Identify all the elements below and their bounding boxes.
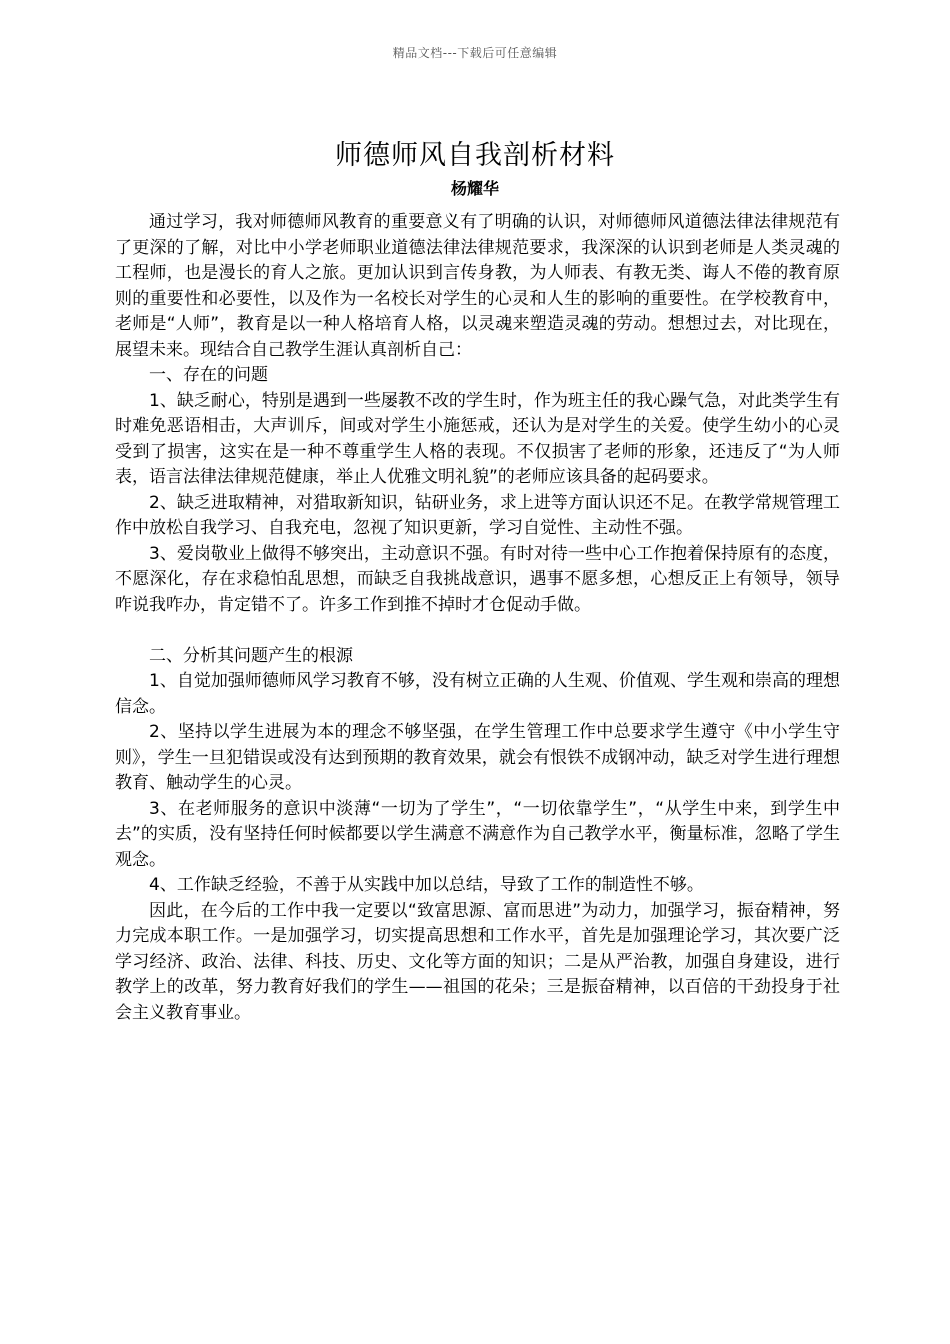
section-heading-causes: 二、分析其问题产生的根源 <box>149 645 353 666</box>
problem-item-1: 1、缺乏耐心，特别是遇到一些屡教不改的学生时，作为班主任的我心躁气急，对此类学生有时难免恶语相击，大声训斥，间或对学生小施惩戒，还认为是对学生的关爱。使学生幼小的心灵受到了损害，这实在是一种不尊重学生人格的表现。不仅损害了老师的形象，还违反了“为人师表，语言法律法律规范健康，举止人优雅文明礼貌”的老师应该具备的起码要求。 <box>115 390 840 487</box>
intro-paragraph: 通过学习，我对师德师风教育的重要意义有了明确的认识，对师德师风道德法律法律规范有了更深的了解，对比中小学老师职业道德法律法律规范要求，我深深的认识到老师是人类灵魂的工程师，也是漫长的育人之旅。更加认识到言传身教，为人师表、有教无类、诲人不倦的教育原则的重要性和必要性，以及作为一名校长对学生的心灵和人生的影响的重要性。在学校教育中，老师是“人师”，教育是以一种人格培育人格，以灵魂来塑造灵魂的劳动。想想过去，对比现在，展望未来。现结合自己教学生涯认真剖析自己： <box>115 212 840 360</box>
cause-item-3: 3、在老师服务的意识中淡薄“一切为了学生”，“一切依靠学生”，“从学生中来，到学生中去”的实质，没有坚持任何时候都要以学生满意不满意作为自己教学水平，衡量标准，忽略了学生观念。 <box>115 798 840 870</box>
cause-item-1: 1、自觉加强师德师风学习教育不够，没有树立正确的人生观、价值观、学生观和崇高的理想信念。 <box>115 671 840 717</box>
problem-item-2: 2、缺乏进取精神，对猎取新知识，钻研业务，求上进等方面认识还不足。在教学常规管理工作中放松自我学习、自我充电，忽视了知识更新，学习自觉性、主动性不强。 <box>115 492 840 538</box>
page-header-note: 精品文档---下载后可任意编辑 <box>392 46 558 60</box>
problem-item-3: 3、爱岗敬业上做得不够突出，主动意识不强。有时对待一些中心工作抱着保持原有的态度，不愿深化，存在求稳怕乱思想，而缺乏自我挑战意识，遇事不愿多想，心想反正上有领导，领导咋说我咋办，肯定错不了。许多工作到推不掉时才仓促动手做。 <box>115 543 840 615</box>
cause-item-2: 2、坚持以学生进展为本的理念不够坚强，在学生管理工作中总要求学生遵守《中小学生守则》，学生一旦犯错误或没有达到预期的教育效果，就会有恨铁不成钢冲动，缺乏对学生进行理想教育、触动学生的心灵。 <box>115 722 840 793</box>
document-body <box>115 210 840 1026</box>
document-author: 杨耀华 <box>450 179 499 198</box>
cause-item-4: 4、工作缺乏经验，不善于从实践中加以总结，导致了工作的制造性不够。 <box>149 875 704 895</box>
conclusion-paragraph: 因此，在今后的工作中我一定要以“致富思源、富而思进”为动力，加强学习，振奋精神，努力完成本职工作。一是加强学习，切实提高思想和工作水平，首先是加强理论学习，其次要广泛学习经济、政治、法律、科技、历史、文化等方面的知识；二是从严治教，加强自身建设，进行教学上的改革，努力教育好我们的学生——祖国的花朵；三是振奋精神，以百倍的干劲投身于社会主义教育事业。 <box>115 900 840 1023</box>
document-title: 师德师风自我剖析材料 <box>335 140 615 171</box>
section-heading-problems: 一、存在的问题 <box>149 365 268 385</box>
